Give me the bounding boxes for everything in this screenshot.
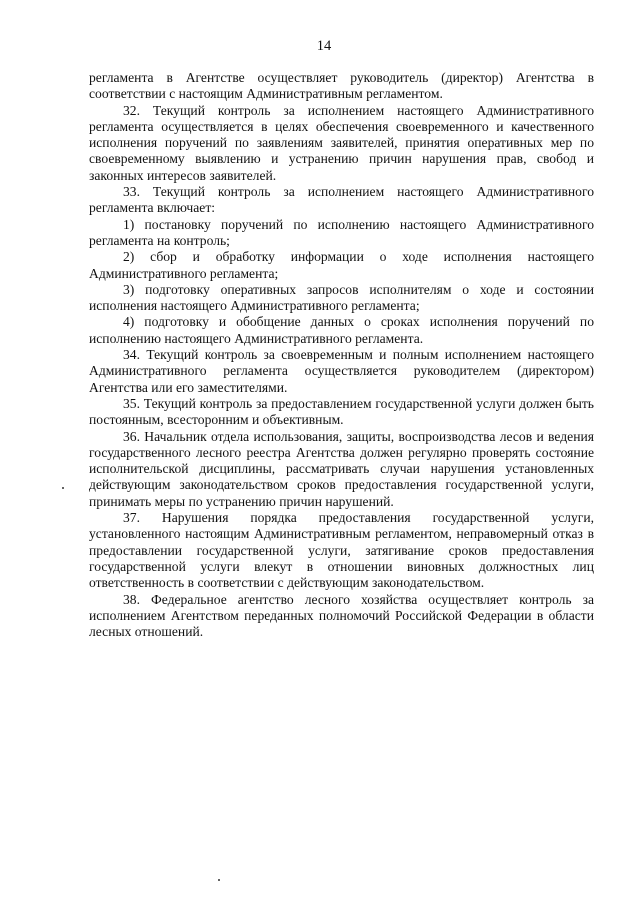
scan-speck: [218, 879, 220, 881]
paragraph-34: 34. Текущий контроль за своевременным и полным исполнением настоящего Административного регламента осуществляется руководителем (директором) Агентства или его заместителями.: [89, 347, 594, 395]
list-item-1: 1) постановку поручений по исполнению настоящего Административного регламента на контроль;: [89, 216, 594, 248]
paragraph-37: 37. Нарушения порядка предоставления государственной услуги, установленного настоящим Административным регламентом, неправомерный отказ в предоставлении государственной услуги, затягивание сроков предоставления государственной услуги влекут в отношении виновных должностных лиц ответственность в соответствии с действующим законодательством.: [89, 510, 594, 591]
paragraph-38: 38. Федеральное агентство лесного хозяйства осуществляет контроль за исполнением Агентством переданных полномочий Российской Федерации в области лесных отношений.: [89, 591, 594, 640]
paragraph-continuation: регламента в Агентстве осуществляет руководитель (директор) Агентства в соответствии с настоящим Административным регламентом.: [89, 70, 594, 102]
paragraph-35: 35. Текущий контроль за предоставлением государственной услуги должен быть постоянным, всесторонним и объективным.: [89, 395, 594, 428]
page-number: 14: [316, 38, 332, 54]
document-body: [89, 70, 594, 640]
list-item-2: 2) сбор и обработку информации о ходе исполнения настоящего Административного регламента;: [89, 249, 594, 281]
paragraph-33: 33. Текущий контроль за исполнением настоящего Административного регламента включает:: [89, 184, 594, 216]
paragraph-36: 36. Начальник отдела использования, защиты, воспроизводства лесов и ведения государственного лесного реестра Агентства должен регулярно проверять состояние исполнительской дисциплины, рассматривать случаи нарушения установленных действующим законодательством сроков предоставления государственной услуги, принимать меры по устранению причин нарушений.: [89, 428, 594, 509]
list-item-4: 4) подготовку и обобщение данных о сроках исполнения поручений по исполнению настоящего Административного регламента.: [89, 314, 594, 346]
paragraph-32: 32. Текущий контроль за исполнением настоящего Административного регламента осуществляется в целях обеспечения своевременного и качественного исполнения поручений по заявлениям заявителей, принятия оперативных мер по своевременному выявлению и устранению причин нарушения прав, свобод и законных интересов заявителей.: [89, 102, 594, 183]
scan-speck: [62, 487, 64, 489]
list-item-3: 3) подготовку оперативных запросов исполнителям о ходе и состоянии исполнения настоящего Административного регламента;: [89, 281, 594, 314]
